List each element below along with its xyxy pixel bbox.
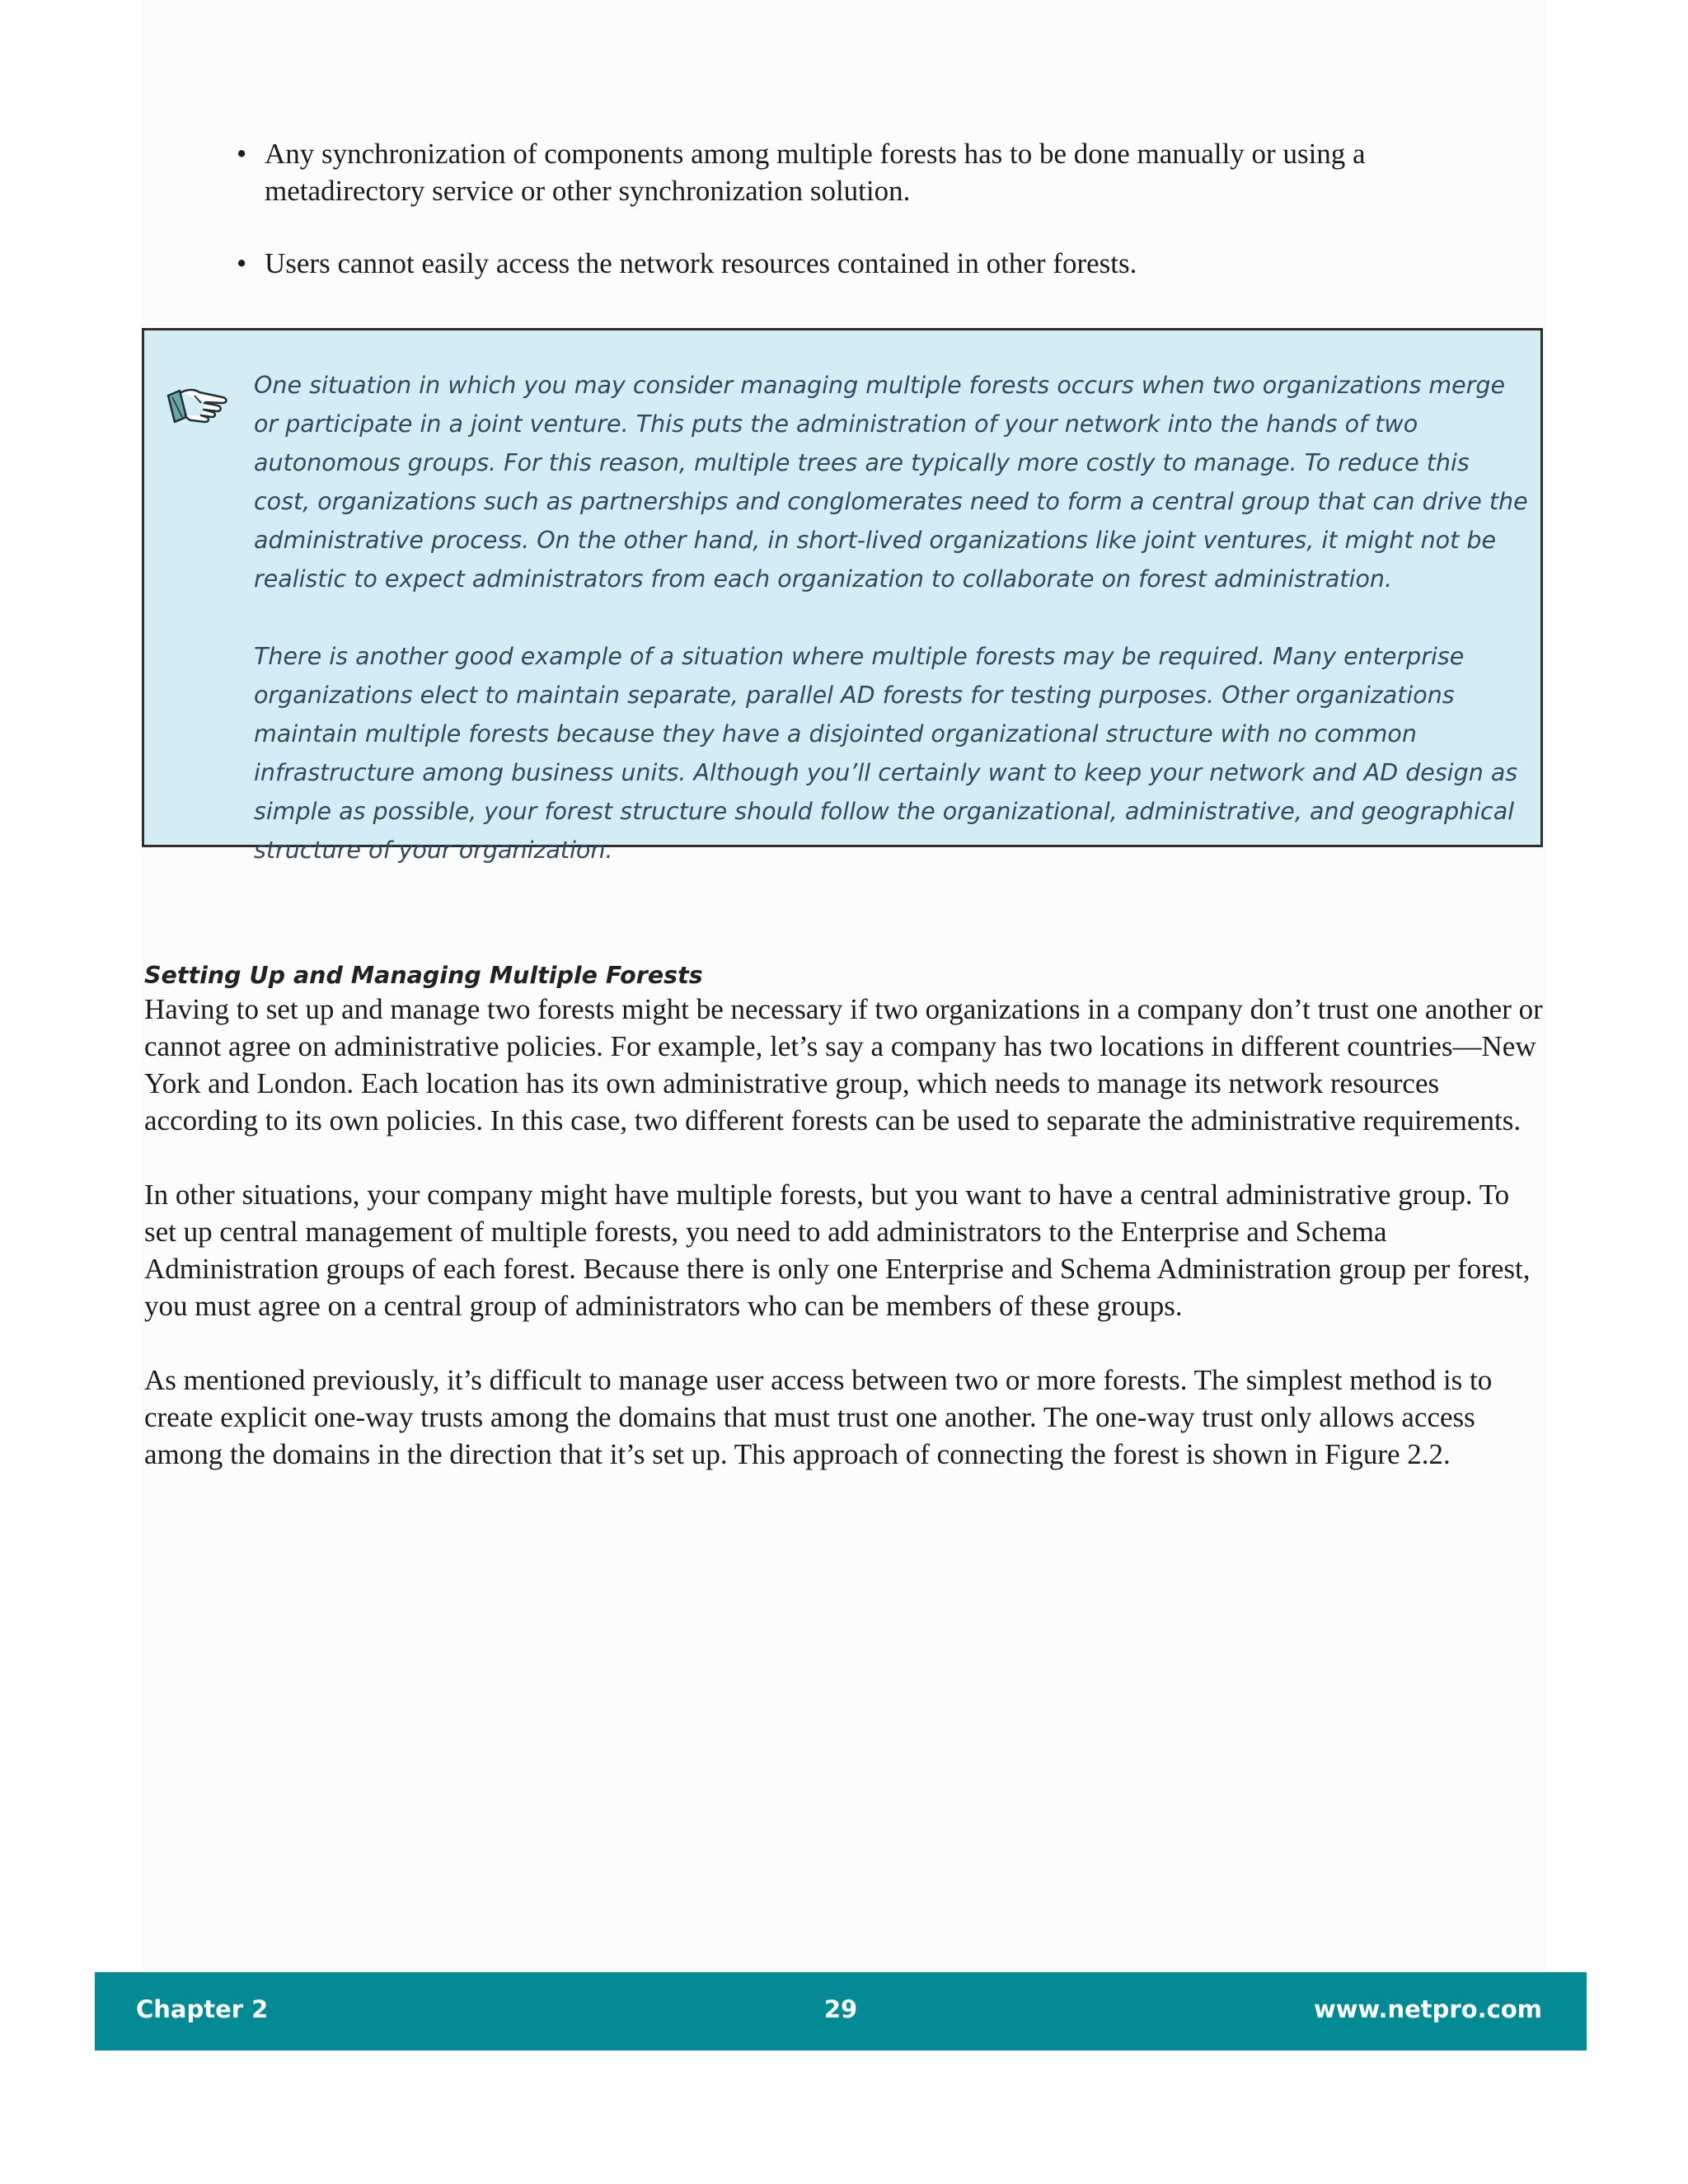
- bullet-item: [233, 245, 1519, 282]
- note-paragraph: There is another good example of a situation where multiple forests may be required. Many enterprise organizations elect to maintain separate, parallel AD forests for testing purposes. Other organizations maintain multiple forests because they have a disjointed organizational structure with no common infrastructure among business units. Although you’ll certainly want to keep your network and AD design as simple as possible, your forest structure should follow the organizational, administrative, and geographical structure of your organization.: [254, 643, 1518, 864]
- note-text: [254, 366, 1530, 908]
- bullet-dot: •: [237, 247, 247, 279]
- bullet-list: [233, 135, 1519, 317]
- section-heading: Setting Up and Managing Multiple Forests: [144, 962, 703, 989]
- footer-website-link[interactable]: www.netpro.com: [1313, 1995, 1542, 2023]
- bullet-dot: •: [237, 138, 247, 170]
- body-paragraph: As mentioned previously, it’s difficult to manage user access between two or more forests. The simplest method is to create explicit one-way trusts among the domains that must trust one another. The one-way trust only allows access among the domains in the direction that it’s set up. This approach of connecting the forest is shown in Figure 2.2.: [144, 1364, 1493, 1470]
- footer-bar: [95, 1972, 1587, 2050]
- bullet-item: [233, 135, 1519, 209]
- pointing-hand-icon: [165, 381, 231, 430]
- footer-page-number: 29: [823, 1995, 858, 2023]
- bullet-text: Any synchronization of components among multiple forests has to be done manually or using a metadirectory service or other synchronization solution.: [265, 138, 1366, 207]
- footer-chapter: Chapter 2: [136, 1995, 269, 2023]
- bullet-text: Users cannot easily access the network resources contained in other forests.: [265, 247, 1137, 279]
- section-body: [144, 991, 1545, 1510]
- body-paragraph: In other situations, your company might have multiple forests, but you want to have a central administrative group. To set up central management of multiple forests, you need to add administrators to the Enterprise and Schema Administration groups of each forest. Because there is only one Enterprise and Schema Administration group per forest, you must agree on a central group of administrators who can be members of these groups.: [144, 1179, 1531, 1322]
- body-paragraph: Having to set up and manage two forests might be necessary if two organizations in a company don’t trust one another or cannot agree on administrative policies. For example, let’s say a company has two locations in different countries—New York and London. Each location has its own administrative group, which needs to manage its network resources according to its own policies. In this case, two different forests can be used to separate the administrative requirements.: [144, 993, 1543, 1137]
- note-paragraph: One situation in which you may consider managing multiple forests occurs when two organizations merge or participate in a joint venture. This puts the administration of your network into the hands of two autonomous groups. For this reason, multiple trees are typically more costly to manage. To reduce this cost, organizations such as partnerships and conglomerates need to form a central group that can drive the administrative process. On the other hand, in short-lived organizations like joint ventures, it might not be realistic to expect administrators from each organization to collaborate on forest administration.: [254, 372, 1528, 593]
